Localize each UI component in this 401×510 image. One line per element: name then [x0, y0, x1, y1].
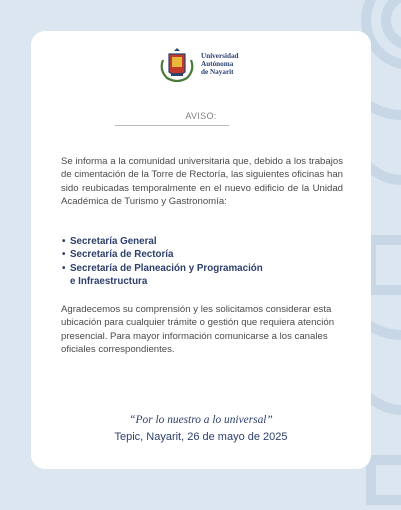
dateline: Tepic, Nayarit, 26 de mayo de 2025 [114, 431, 288, 443]
title-underline [115, 125, 229, 126]
university-header [157, 46, 239, 82]
university-name [201, 52, 239, 76]
notice-title: AVISO: [185, 111, 217, 121]
university-name-line1: Universidad [201, 52, 239, 60]
university-motto: “Por lo nuestro a lo universal” [129, 414, 273, 426]
office-item-label: e Infraestructura [70, 276, 148, 288]
office-item-continuation [62, 275, 263, 288]
intro-paragraph: Se informa a la comunidad universitaria que, debido a los trabajos de cimentación de la Torre de Rectoría, las siguientes oficinas han sido reubicadas temporalmente en el nuevo edificio de la Unidad Académica de Turismo y Gastronomía: [61, 156, 343, 208]
office-item: • Secretaría General [62, 236, 157, 247]
university-seal-icon [157, 46, 197, 82]
university-name-line3: de Nayarit [201, 68, 234, 76]
office-item: • Secretaría de Planeación y Programación [62, 262, 263, 274]
office-item-label: Secretaría de Planeación y Programación [70, 262, 263, 274]
office-list [62, 235, 263, 289]
closing-paragraph: Agradecemos su comprensión y les solicitamos considerar esta ubicación para cualquier trámite o gestión que requiera atención presencial. Para mayor información comunicarse a los canales oficiales correspondientes. [61, 304, 335, 356]
office-item-label: Secretaría General [70, 236, 157, 247]
office-item: • Secretaría de Rectoría [62, 249, 174, 261]
office-item-label: Secretaría de Rectoría [70, 249, 174, 261]
notice-card [31, 31, 371, 469]
university-name-line2: Autónoma [201, 60, 234, 68]
